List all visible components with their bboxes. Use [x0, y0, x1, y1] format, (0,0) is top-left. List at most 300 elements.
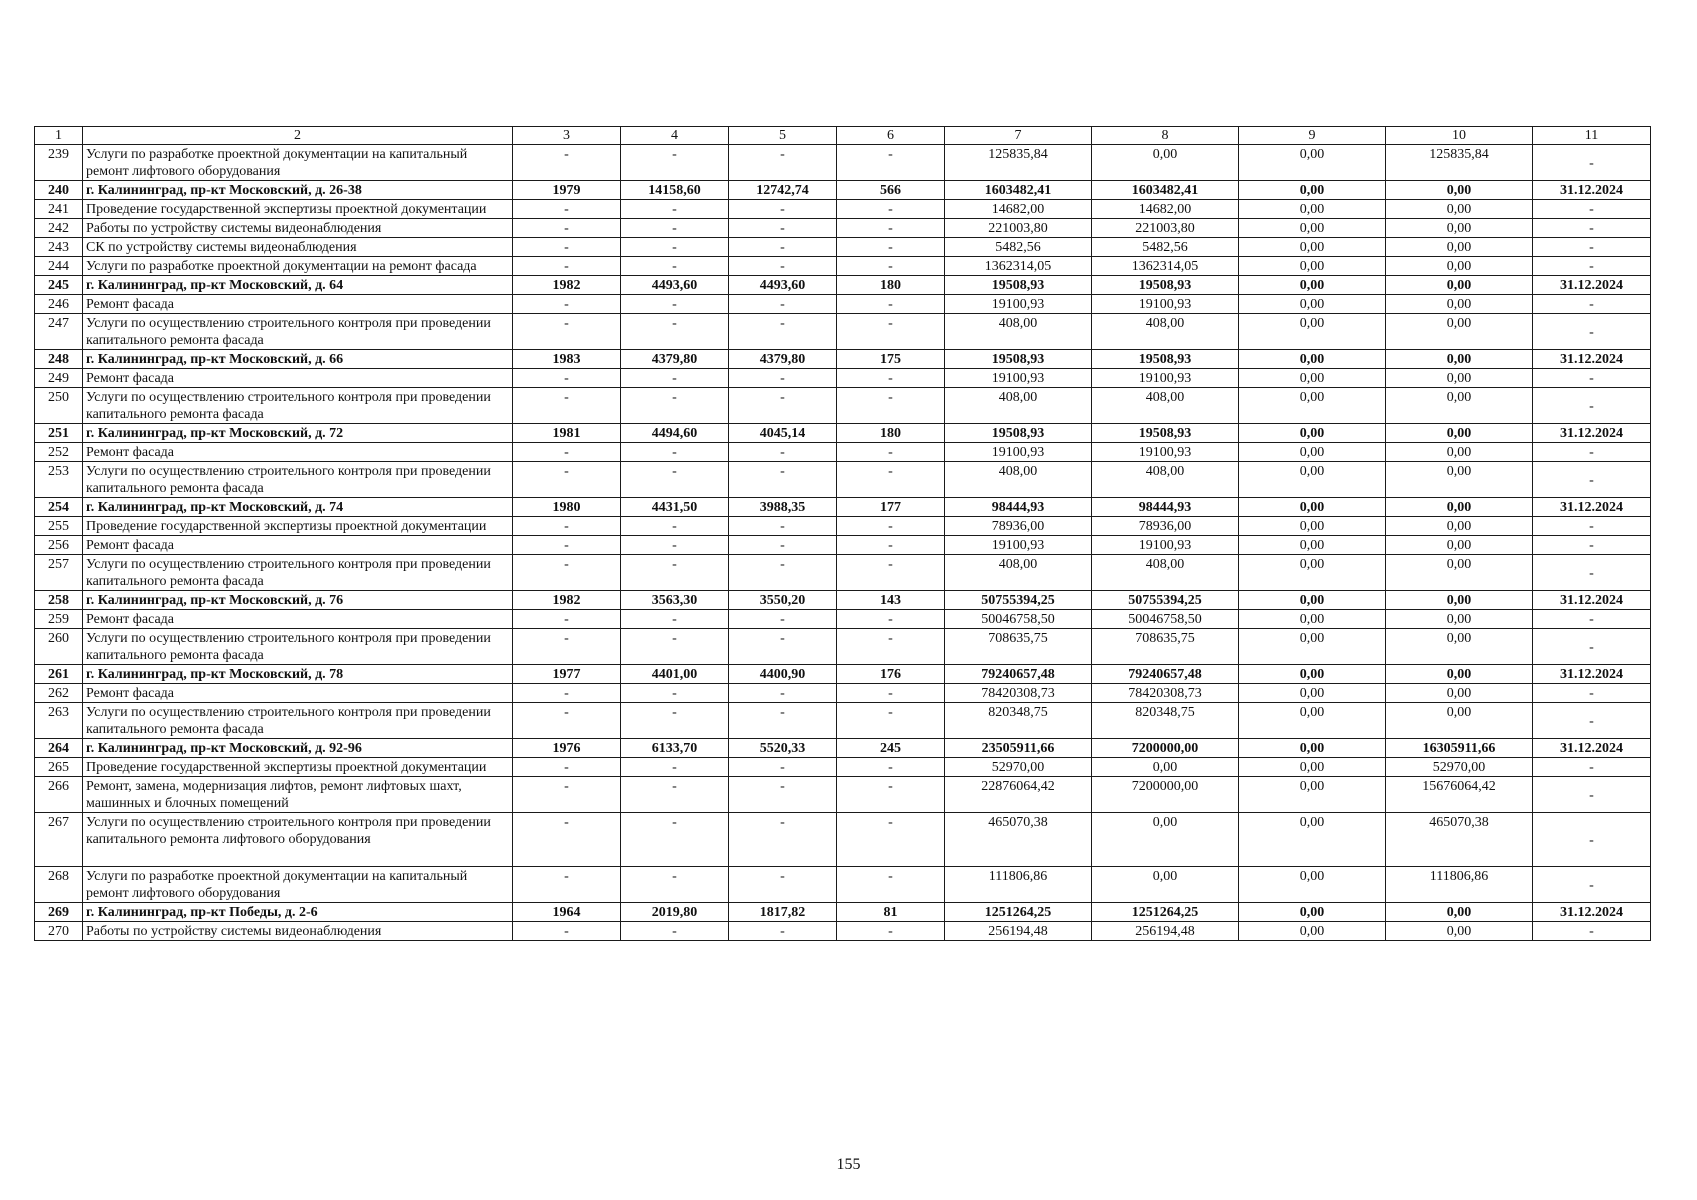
row-description: Проведение государственной экспертизы проектной документации	[83, 200, 513, 219]
row-number: 248	[35, 350, 83, 369]
col-8-value: 1362314,05	[1092, 257, 1239, 276]
col-3-year: -	[513, 388, 621, 424]
col-header: 4	[621, 127, 729, 145]
col-5-area: -	[729, 555, 837, 591]
col-7-total: 50046758,50	[945, 610, 1092, 629]
col-5-area: 5520,33	[729, 739, 837, 758]
col-10-value: 111806,86	[1386, 867, 1533, 903]
col-8-value: 19508,93	[1092, 276, 1239, 295]
row-number: 254	[35, 498, 83, 517]
col-9-value: 0,00	[1239, 739, 1386, 758]
col-4-area: -	[621, 462, 729, 498]
col-7-total: 125835,84	[945, 145, 1092, 181]
row-description: Услуги по осуществлению строительного контроля при проведении капитального ремонта фасада	[83, 629, 513, 665]
col-10-value: 15676064,42	[1386, 777, 1533, 813]
col-6-count: -	[837, 238, 945, 257]
col-10-value: 0,00	[1386, 684, 1533, 703]
col-7-total: 5482,56	[945, 238, 1092, 257]
row-number: 251	[35, 424, 83, 443]
col-3-year: -	[513, 684, 621, 703]
row-description: г. Калининград, пр-кт Московский, д. 74	[83, 498, 513, 517]
col-6-count: -	[837, 219, 945, 238]
work-row	[35, 703, 1651, 739]
col-10-value: 0,00	[1386, 257, 1533, 276]
col-header: 7	[945, 127, 1092, 145]
col-9-value: 0,00	[1239, 498, 1386, 517]
address-row	[35, 739, 1651, 758]
row-number: 266	[35, 777, 83, 813]
row-description: Услуги по осуществлению строительного контроля при проведении капитального ремонта лифтового оборудования	[83, 813, 513, 867]
col-10-value: 0,00	[1386, 610, 1533, 629]
col-3-year: -	[513, 813, 621, 867]
col-8-value: 1603482,41	[1092, 181, 1239, 200]
col-5-area: -	[729, 295, 837, 314]
col-10-value: 0,00	[1386, 922, 1533, 941]
col-9-value: 0,00	[1239, 684, 1386, 703]
col-3-year: -	[513, 200, 621, 219]
col-6-count: -	[837, 145, 945, 181]
col-10-value: 0,00	[1386, 665, 1533, 684]
row-number: 259	[35, 610, 83, 629]
col-11-date: -	[1533, 867, 1651, 903]
col-6-count: -	[837, 388, 945, 424]
col-6-count: -	[837, 777, 945, 813]
col-8-value: 19100,93	[1092, 369, 1239, 388]
work-row	[35, 238, 1651, 257]
row-number: 258	[35, 591, 83, 610]
col-6-count: -	[837, 684, 945, 703]
col-9-value: 0,00	[1239, 903, 1386, 922]
col-10-value: 0,00	[1386, 703, 1533, 739]
page-number: 155	[836, 1156, 861, 1173]
row-description: г. Калининград, пр-кт Победы, д. 2-6	[83, 903, 513, 922]
col-8-value: 19508,93	[1092, 424, 1239, 443]
row-description: Услуги по осуществлению строительного контроля при проведении капитального ремонта фасада	[83, 388, 513, 424]
row-number: 262	[35, 684, 83, 703]
col-8-value: 5482,56	[1092, 238, 1239, 257]
col-4-area: -	[621, 758, 729, 777]
col-6-count: -	[837, 536, 945, 555]
row-description: Услуги по разработке проектной документации на капитальный ремонт лифтового оборудования	[83, 867, 513, 903]
col-5-area: -	[729, 462, 837, 498]
col-8-value: 1251264,25	[1092, 903, 1239, 922]
col-8-value: 408,00	[1092, 555, 1239, 591]
row-number: 257	[35, 555, 83, 591]
row-description: Услуги по осуществлению строительного контроля при проведении капитального ремонта фасада	[83, 314, 513, 350]
col-9-value: 0,00	[1239, 665, 1386, 684]
col-5-area: -	[729, 200, 837, 219]
address-row	[35, 424, 1651, 443]
row-number: 263	[35, 703, 83, 739]
row-number: 246	[35, 295, 83, 314]
col-6-count: 143	[837, 591, 945, 610]
col-9-value: 0,00	[1239, 703, 1386, 739]
row-description: г. Калининград, пр-кт Московский, д. 66	[83, 350, 513, 369]
col-8-value: 78420308,73	[1092, 684, 1239, 703]
address-row	[35, 350, 1651, 369]
row-number: 239	[35, 145, 83, 181]
col-7-total: 79240657,48	[945, 665, 1092, 684]
col-10-value: 16305911,66	[1386, 739, 1533, 758]
work-row	[35, 922, 1651, 941]
col-5-area: -	[729, 629, 837, 665]
col-10-value: 0,00	[1386, 517, 1533, 536]
col-3-year: 1982	[513, 276, 621, 295]
col-3-year: 1980	[513, 498, 621, 517]
col-11-date: -	[1533, 145, 1651, 181]
col-5-area: -	[729, 867, 837, 903]
row-description: Проведение государственной экспертизы проектной документации	[83, 758, 513, 777]
col-4-area: 4431,50	[621, 498, 729, 517]
address-row	[35, 665, 1651, 684]
col-5-area: 3988,35	[729, 498, 837, 517]
col-3-year: -	[513, 610, 621, 629]
col-3-year: 1983	[513, 350, 621, 369]
col-5-area: 1817,82	[729, 903, 837, 922]
row-description: Ремонт фасада	[83, 684, 513, 703]
row-description: г. Калининград, пр-кт Московский, д. 76	[83, 591, 513, 610]
col-11-date: -	[1533, 295, 1651, 314]
col-9-value: 0,00	[1239, 610, 1386, 629]
col-3-year: -	[513, 443, 621, 462]
col-5-area: -	[729, 388, 837, 424]
col-10-value: 0,00	[1386, 629, 1533, 665]
col-4-area: -	[621, 200, 729, 219]
col-10-value: 125835,84	[1386, 145, 1533, 181]
capital-repair-table	[34, 126, 1651, 941]
col-10-value: 0,00	[1386, 903, 1533, 922]
col-11-date: -	[1533, 922, 1651, 941]
col-6-count: -	[837, 517, 945, 536]
col-10-value: 0,00	[1386, 219, 1533, 238]
col-7-total: 111806,86	[945, 867, 1092, 903]
col-7-total: 22876064,42	[945, 777, 1092, 813]
col-7-total: 408,00	[945, 388, 1092, 424]
col-3-year: -	[513, 295, 621, 314]
row-description: Проведение государственной экспертизы проектной документации	[83, 517, 513, 536]
work-row	[35, 219, 1651, 238]
col-11-date: -	[1533, 238, 1651, 257]
col-6-count: 176	[837, 665, 945, 684]
col-4-area: -	[621, 369, 729, 388]
row-description: Услуги по разработке проектной документации на капитальный ремонт лифтового оборудования	[83, 145, 513, 181]
col-4-area: -	[621, 684, 729, 703]
col-header: 5	[729, 127, 837, 145]
col-header: 1	[35, 127, 83, 145]
row-number: 241	[35, 200, 83, 219]
col-9-value: 0,00	[1239, 629, 1386, 665]
col-3-year: -	[513, 219, 621, 238]
col-4-area: -	[621, 517, 729, 536]
col-4-area: -	[621, 867, 729, 903]
col-11-date: 31.12.2024	[1533, 498, 1651, 517]
work-row	[35, 555, 1651, 591]
col-7-total: 19100,93	[945, 536, 1092, 555]
col-5-area: 4400,90	[729, 665, 837, 684]
work-row	[35, 610, 1651, 629]
col-11-date: -	[1533, 200, 1651, 219]
col-8-value: 221003,80	[1092, 219, 1239, 238]
work-row	[35, 145, 1651, 181]
row-number: 256	[35, 536, 83, 555]
col-4-area: -	[621, 536, 729, 555]
col-3-year: -	[513, 517, 621, 536]
work-row	[35, 517, 1651, 536]
work-row	[35, 314, 1651, 350]
row-description: г. Калининград, пр-кт Московский, д. 26-38	[83, 181, 513, 200]
col-6-count: -	[837, 813, 945, 867]
work-row	[35, 684, 1651, 703]
col-6-count: -	[837, 443, 945, 462]
col-5-area: 12742,74	[729, 181, 837, 200]
col-header: 6	[837, 127, 945, 145]
col-header: 2	[83, 127, 513, 145]
col-10-value: 0,00	[1386, 238, 1533, 257]
col-5-area: -	[729, 145, 837, 181]
col-8-value: 79240657,48	[1092, 665, 1239, 684]
col-7-total: 78420308,73	[945, 684, 1092, 703]
col-11-date: 31.12.2024	[1533, 424, 1651, 443]
col-9-value: 0,00	[1239, 369, 1386, 388]
row-number: 268	[35, 867, 83, 903]
col-7-total: 78936,00	[945, 517, 1092, 536]
col-7-total: 1251264,25	[945, 903, 1092, 922]
col-11-date: -	[1533, 369, 1651, 388]
work-row	[35, 257, 1651, 276]
work-row	[35, 867, 1651, 903]
col-10-value: 52970,00	[1386, 758, 1533, 777]
col-3-year: 1976	[513, 739, 621, 758]
col-11-date: -	[1533, 777, 1651, 813]
col-3-year: -	[513, 777, 621, 813]
work-row	[35, 462, 1651, 498]
col-4-area: -	[621, 443, 729, 462]
row-description: г. Калининград, пр-кт Московский, д. 64	[83, 276, 513, 295]
col-6-count: -	[837, 555, 945, 591]
col-4-area: 3563,30	[621, 591, 729, 610]
col-8-value: 19508,93	[1092, 350, 1239, 369]
col-7-total: 408,00	[945, 462, 1092, 498]
col-6-count: -	[837, 295, 945, 314]
work-row	[35, 629, 1651, 665]
col-3-year: -	[513, 555, 621, 591]
col-6-count: -	[837, 867, 945, 903]
row-description: Работы по устройству системы видеонаблюдения	[83, 219, 513, 238]
work-row	[35, 758, 1651, 777]
col-10-value: 0,00	[1386, 536, 1533, 555]
work-row	[35, 295, 1651, 314]
col-3-year: -	[513, 369, 621, 388]
col-7-total: 19100,93	[945, 295, 1092, 314]
col-header: 10	[1386, 127, 1533, 145]
col-4-area: -	[621, 610, 729, 629]
col-10-value: 0,00	[1386, 276, 1533, 295]
col-10-value: 0,00	[1386, 388, 1533, 424]
col-7-total: 19508,93	[945, 424, 1092, 443]
col-4-area: -	[621, 813, 729, 867]
col-7-total: 50755394,25	[945, 591, 1092, 610]
row-description: Услуги по осуществлению строительного контроля при проведении капитального ремонта фасада	[83, 462, 513, 498]
col-9-value: 0,00	[1239, 388, 1386, 424]
col-4-area: -	[621, 219, 729, 238]
row-description: СК по устройству системы видеонаблюдения	[83, 238, 513, 257]
col-4-area: -	[621, 295, 729, 314]
col-5-area: -	[729, 369, 837, 388]
col-3-year: -	[513, 867, 621, 903]
col-11-date: -	[1533, 610, 1651, 629]
address-row	[35, 498, 1651, 517]
col-3-year: 1977	[513, 665, 621, 684]
row-number: 250	[35, 388, 83, 424]
col-4-area: 6133,70	[621, 739, 729, 758]
col-4-area: -	[621, 314, 729, 350]
work-row	[35, 813, 1651, 867]
col-6-count: 566	[837, 181, 945, 200]
col-8-value: 708635,75	[1092, 629, 1239, 665]
col-5-area: 4493,60	[729, 276, 837, 295]
col-header: 3	[513, 127, 621, 145]
col-3-year: 1979	[513, 181, 621, 200]
row-number: 252	[35, 443, 83, 462]
col-4-area: -	[621, 629, 729, 665]
col-4-area: -	[621, 922, 729, 941]
col-11-date: 31.12.2024	[1533, 739, 1651, 758]
row-number: 243	[35, 238, 83, 257]
col-8-value: 19100,93	[1092, 295, 1239, 314]
col-6-count: 177	[837, 498, 945, 517]
col-9-value: 0,00	[1239, 295, 1386, 314]
row-description: Ремонт фасада	[83, 443, 513, 462]
col-4-area: -	[621, 555, 729, 591]
col-7-total: 19508,93	[945, 350, 1092, 369]
col-10-value: 0,00	[1386, 181, 1533, 200]
row-description: Ремонт фасада	[83, 610, 513, 629]
col-11-date: -	[1533, 758, 1651, 777]
col-11-date: -	[1533, 443, 1651, 462]
col-7-total: 820348,75	[945, 703, 1092, 739]
col-11-date: 31.12.2024	[1533, 903, 1651, 922]
col-10-value: 0,00	[1386, 369, 1533, 388]
col-11-date: -	[1533, 219, 1651, 238]
row-description: Ремонт, замена, модернизация лифтов, ремонт лифтовых шахт, машинных и блочных помещений	[83, 777, 513, 813]
col-4-area: 4379,80	[621, 350, 729, 369]
col-5-area: -	[729, 536, 837, 555]
col-11-date: -	[1533, 314, 1651, 350]
col-9-value: 0,00	[1239, 555, 1386, 591]
col-7-total: 98444,93	[945, 498, 1092, 517]
col-7-total: 1362314,05	[945, 257, 1092, 276]
address-row	[35, 276, 1651, 295]
col-11-date: -	[1533, 536, 1651, 555]
col-3-year: -	[513, 462, 621, 498]
col-8-value: 19100,93	[1092, 443, 1239, 462]
work-row	[35, 777, 1651, 813]
col-5-area: -	[729, 684, 837, 703]
col-8-value: 50046758,50	[1092, 610, 1239, 629]
col-11-date: -	[1533, 388, 1651, 424]
row-number: 255	[35, 517, 83, 536]
row-number: 261	[35, 665, 83, 684]
row-description: г. Калининград, пр-кт Московский, д. 72	[83, 424, 513, 443]
col-8-value: 256194,48	[1092, 922, 1239, 941]
work-row	[35, 369, 1651, 388]
col-3-year: 1981	[513, 424, 621, 443]
col-4-area: 2019,80	[621, 903, 729, 922]
col-11-date: 31.12.2024	[1533, 350, 1651, 369]
row-number: 267	[35, 813, 83, 867]
col-9-value: 0,00	[1239, 536, 1386, 555]
col-6-count: -	[837, 629, 945, 665]
col-5-area: -	[729, 922, 837, 941]
table-body	[35, 127, 1651, 941]
col-7-total: 14682,00	[945, 200, 1092, 219]
col-4-area: -	[621, 145, 729, 181]
col-9-value: 0,00	[1239, 200, 1386, 219]
address-row	[35, 903, 1651, 922]
col-11-date: -	[1533, 703, 1651, 739]
col-11-date: -	[1533, 257, 1651, 276]
col-5-area: 4379,80	[729, 350, 837, 369]
row-number: 269	[35, 903, 83, 922]
col-3-year: -	[513, 922, 621, 941]
col-7-total: 708635,75	[945, 629, 1092, 665]
col-6-count: 175	[837, 350, 945, 369]
row-description: Услуги по осуществлению строительного контроля при проведении капитального ремонта фасада	[83, 703, 513, 739]
col-8-value: 98444,93	[1092, 498, 1239, 517]
col-9-value: 0,00	[1239, 181, 1386, 200]
col-5-area: -	[729, 758, 837, 777]
col-11-date: 31.12.2024	[1533, 181, 1651, 200]
col-7-total: 19508,93	[945, 276, 1092, 295]
col-6-count: -	[837, 610, 945, 629]
col-4-area: -	[621, 388, 729, 424]
row-number: 253	[35, 462, 83, 498]
col-header: 9	[1239, 127, 1386, 145]
col-7-total: 408,00	[945, 314, 1092, 350]
row-number: 249	[35, 369, 83, 388]
col-10-value: 0,00	[1386, 200, 1533, 219]
col-8-value: 0,00	[1092, 813, 1239, 867]
col-7-total: 256194,48	[945, 922, 1092, 941]
row-description: Работы по устройству системы видеонаблюдения	[83, 922, 513, 941]
col-3-year: -	[513, 629, 621, 665]
row-number: 265	[35, 758, 83, 777]
row-number: 264	[35, 739, 83, 758]
col-9-value: 0,00	[1239, 276, 1386, 295]
col-5-area: -	[729, 703, 837, 739]
col-8-value: 0,00	[1092, 145, 1239, 181]
col-header: 8	[1092, 127, 1239, 145]
row-number: 244	[35, 257, 83, 276]
col-8-value: 408,00	[1092, 388, 1239, 424]
col-9-value: 0,00	[1239, 591, 1386, 610]
col-8-value: 50755394,25	[1092, 591, 1239, 610]
col-5-area: -	[729, 517, 837, 536]
col-9-value: 0,00	[1239, 145, 1386, 181]
row-number: 240	[35, 181, 83, 200]
col-5-area: -	[729, 314, 837, 350]
row-number: 242	[35, 219, 83, 238]
col-9-value: 0,00	[1239, 517, 1386, 536]
col-11-date: -	[1533, 684, 1651, 703]
row-description: г. Калининград, пр-кт Московский, д. 92-96	[83, 739, 513, 758]
col-8-value: 7200000,00	[1092, 739, 1239, 758]
col-9-value: 0,00	[1239, 867, 1386, 903]
col-9-value: 0,00	[1239, 424, 1386, 443]
col-10-value: 0,00	[1386, 314, 1533, 350]
col-9-value: 0,00	[1239, 257, 1386, 276]
col-11-date: 31.12.2024	[1533, 591, 1651, 610]
